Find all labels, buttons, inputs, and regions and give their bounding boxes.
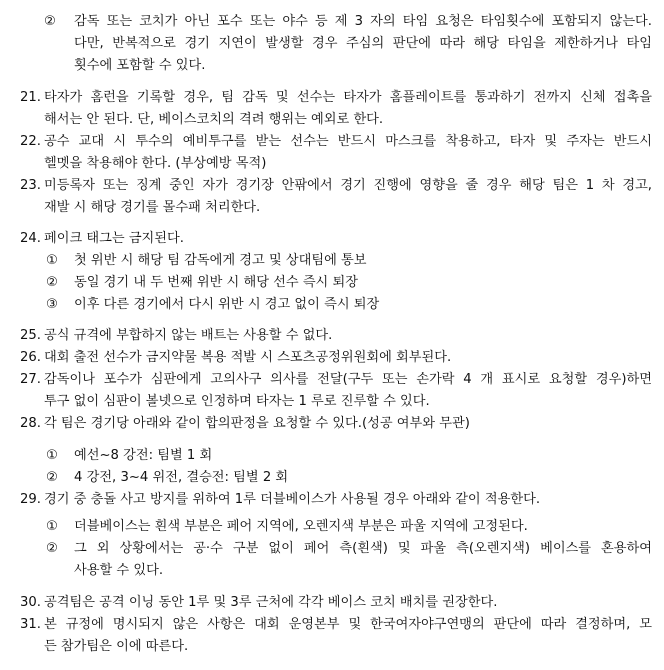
rule-text: 감독 또는 코치가 아닌 포수 또는 야수 등 제 3 자의 타임 요청은 타임횟수에 포함되지 않는다.	[74, 14, 652, 29]
rule-text: 해서는 안 된다. 단, 베이스코치의 격려 행위는 예외로 한다.	[44, 112, 384, 127]
item-number: 27.	[20, 372, 41, 387]
item-number: 26.	[20, 350, 41, 365]
rule-line	[0, 538, 664, 560]
rule-line	[0, 11, 664, 33]
rule-text: 든 참가팀은 이에 따른다.	[44, 639, 189, 654]
item-number: 30.	[20, 595, 41, 610]
rule-line	[0, 33, 664, 55]
rule-text: 타자가 홈런을 기록할 경우, 팀 감독 및 선수는 타자가 홈플레이트를 통과하기 전까지 신체 접촉을	[44, 90, 652, 105]
item-number: 28.	[20, 416, 41, 431]
item-number: ③	[46, 297, 58, 312]
rule-line	[0, 467, 664, 489]
rule-line	[0, 109, 664, 131]
rule-text: 경기 중 충돌 사고 방지를 위하여 1루 더블베이스가 사용될 경우 아래와 같이 적용한다.	[44, 492, 541, 507]
item-number: ②	[46, 470, 58, 485]
item-number: 25.	[20, 328, 41, 343]
item-number: 29.	[20, 492, 41, 507]
item-number: ①	[46, 519, 58, 534]
rule-text: 대회 출전 선수가 금지약물 복용 적발 시 스포츠공정위원회에 회부된다.	[44, 350, 452, 365]
rule-text: 공격팀은 공격 이닝 동안 1루 및 3루 근처에 각각 베이스 코치 배치를 권장한다.	[44, 595, 498, 610]
item-number: ②	[46, 275, 58, 290]
rule-text: 헬멧을 착용해야 한다. (부상예방 목적)	[44, 156, 267, 171]
rule-line	[0, 55, 664, 77]
item-number: 31.	[20, 617, 41, 632]
rule-line	[0, 560, 664, 582]
rule-text: 투구 없이 심판이 볼넷으로 인정하며 타자는 1 루로 진루할 수 있다.	[44, 394, 430, 409]
rule-line	[0, 197, 664, 219]
rule-text: 그 외 상황에서는 공·수 구분 없이 페어 측(흰색) 및 파울 측(오렌지색) 베이스를 혼용하여	[74, 541, 652, 556]
rule-line	[0, 413, 664, 435]
rule-line	[0, 250, 664, 272]
rule-text: 공식 규격에 부합하지 않는 배트는 사용할 수 없다.	[44, 328, 333, 343]
rule-line	[0, 614, 664, 636]
item-number: ①	[46, 448, 58, 463]
rule-line	[0, 516, 664, 538]
item-number: ①	[46, 253, 58, 268]
rule-line	[0, 489, 664, 511]
item-number: ②	[46, 541, 58, 556]
rule-line	[0, 347, 664, 369]
rule-text: 동일 경기 내 두 번째 위반 시 해당 선수 즉시 퇴장	[74, 275, 358, 290]
rule-text: 감독이나 포수가 심판에게 고의사구 의사를 전달(구두 또는 손가락 4 개 표시로 요청할 경우)하면	[44, 372, 652, 387]
rule-line	[0, 592, 664, 614]
item-number: 21.	[20, 90, 41, 105]
rule-text: 첫 위반 시 해당 팀 감독에게 경고 및 상대팀에 통보	[74, 253, 367, 268]
rule-line	[0, 272, 664, 294]
rule-line	[0, 87, 664, 109]
rule-line	[0, 131, 664, 153]
rule-text: 각 팀은 경기당 아래와 같이 합의판정을 요청할 수 있다.(성공 여부와 무관)	[44, 416, 470, 431]
rule-line	[0, 228, 664, 250]
rule-line	[0, 175, 664, 197]
rule-text: 다만, 반복적으로 경기 지연이 발생할 경우 주심의 판단에 따라 해당 타임을 제한하거나 타임	[74, 36, 652, 51]
rule-text: 4 강전, 3~4 위전, 결승전: 팀별 2 회	[74, 470, 289, 485]
item-number: 24.	[20, 231, 41, 246]
rule-text: 재발 시 해당 경기를 몰수패 처리한다.	[44, 200, 261, 215]
rule-text: 미등록자 또는 징계 중인 자가 경기장 안팎에서 경기 진행에 영향을 줄 경우 해당 팀은 1 차 경고,	[44, 178, 652, 193]
rule-line	[0, 294, 664, 316]
rule-text: 페이크 태그는 금지된다.	[44, 231, 184, 246]
rule-text: 더블베이스는 흰색 부분은 페어 지역에, 오렌지색 부분은 파울 지역에 고정된다.	[74, 519, 528, 534]
rule-line	[0, 391, 664, 413]
rule-line	[0, 445, 664, 467]
item-number: 22.	[20, 134, 41, 149]
rule-text: 이후 다른 경기에서 다시 위반 시 경고 없이 즉시 퇴장	[74, 297, 380, 312]
item-number: ②	[44, 14, 56, 29]
rule-line	[0, 325, 664, 347]
rule-text: 사용할 수 있다.	[74, 563, 164, 578]
rule-text: 횟수에 포함할 수 있다.	[74, 58, 206, 73]
rule-text: 본 규정에 명시되지 않은 사항은 대회 운영본부 및 한국여자야구연맹의 판단에 따라 결정하며, 모	[44, 617, 652, 632]
rule-text: 예선~8 강전: 팀별 1 회	[74, 448, 213, 463]
rule-line	[0, 636, 664, 658]
rule-line	[0, 369, 664, 391]
item-number: 23.	[20, 178, 41, 193]
rule-text: 공수 교대 시 투수의 예비투구를 받는 선수는 반드시 마스크를 착용하고, 타자 및 주자는 반드시	[44, 134, 652, 149]
rule-line	[0, 153, 664, 175]
